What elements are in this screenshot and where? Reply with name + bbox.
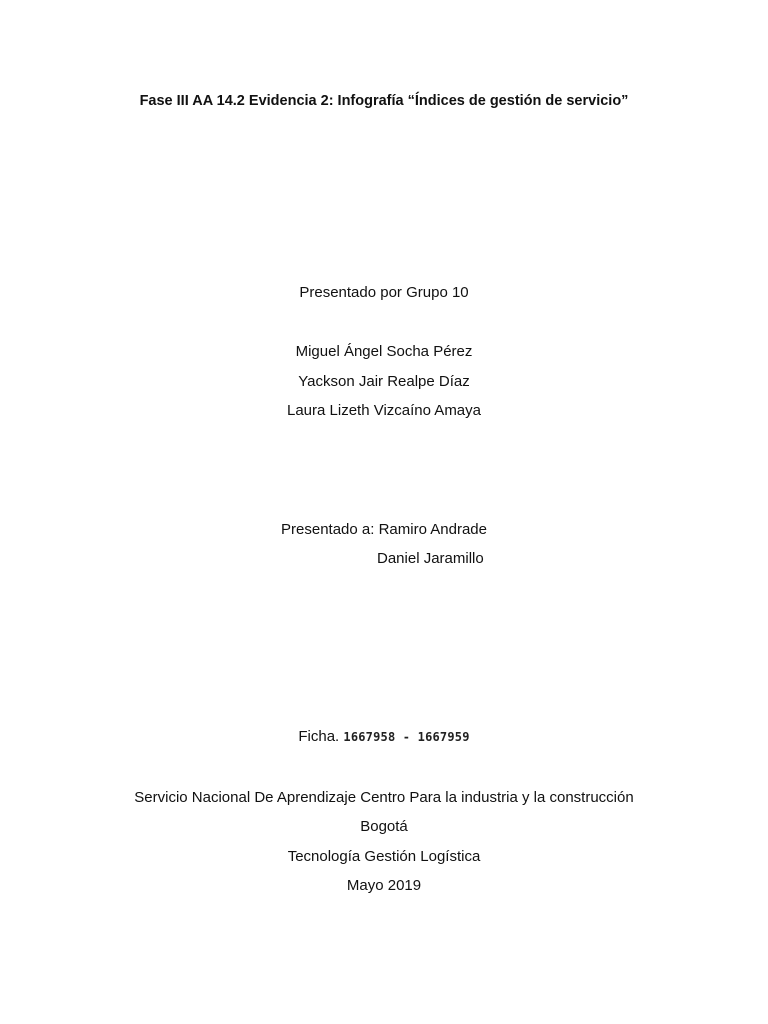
presented-by: Presentado por Grupo 10: [299, 284, 469, 301]
document-title: Fase III AA 14.2 Evidencia 2: Infografía “Índices de gestión de servicio”: [139, 93, 629, 109]
ficha-numbers: 1667958 - 1667959: [343, 730, 470, 744]
member-name-2: Yackson Jair Realpe Díaz: [298, 373, 470, 390]
member-name-1: Miguel Ángel Socha Pérez: [295, 343, 473, 360]
presented-to-second: Daniel Jaramillo: [377, 550, 484, 567]
document-date: Mayo 2019: [346, 877, 422, 894]
ficha-line: [0, 728, 768, 746]
member-name-3: Laura Lizeth Vizcaíno Amaya: [286, 402, 481, 419]
program-name: Tecnología Gestión Logística: [287, 848, 481, 865]
ficha-label: Ficha.: [298, 728, 340, 745]
presented-to: Presentado a: Ramiro Andrade: [281, 521, 487, 538]
institution-name: Servicio Nacional De Aprendizaje Centro Para la industria y la construcción: [134, 789, 634, 806]
city: Bogotá: [360, 818, 408, 835]
